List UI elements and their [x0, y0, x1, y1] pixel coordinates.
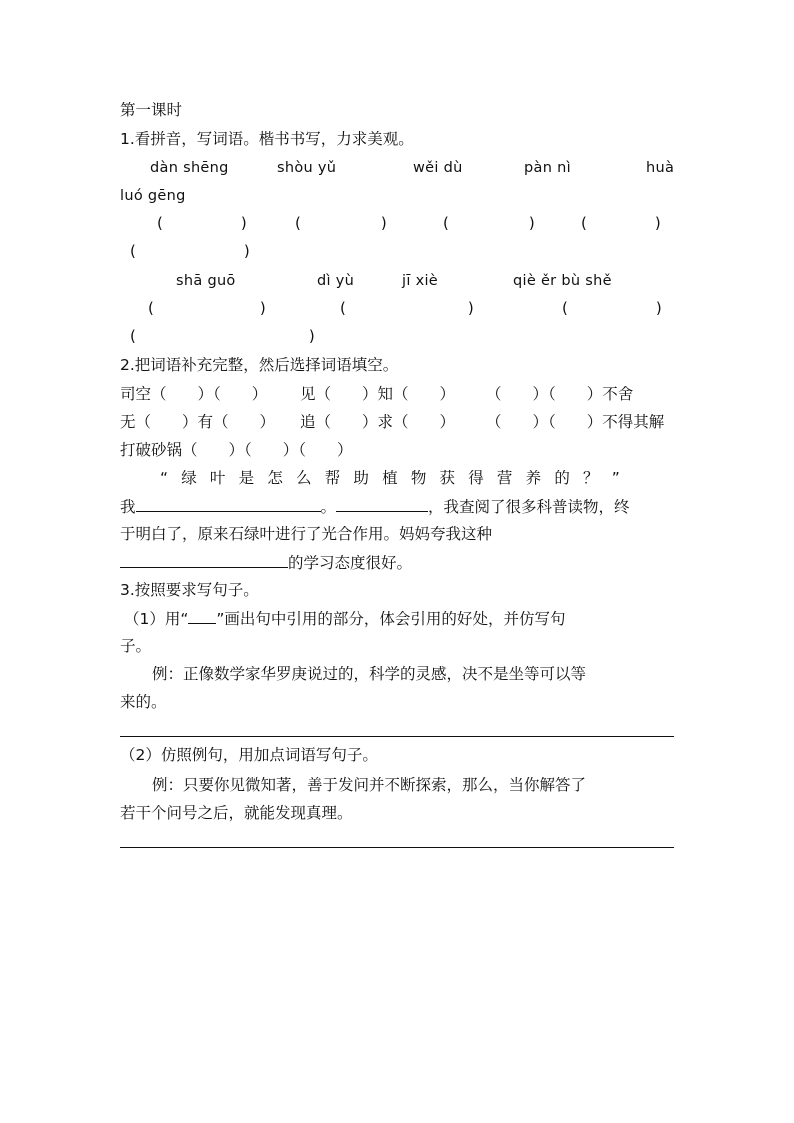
lesson-title: 第一课时	[120, 101, 183, 119]
answer-line-2[interactable]	[120, 847, 674, 848]
passage-line-1	[120, 496, 674, 517]
q1-prompt: 1.看拼音，写词语。楷书书写，力求美观。	[120, 130, 414, 148]
q3-prompt: 3.按照要求写句子。	[120, 581, 259, 599]
pinyin-sha-guo: shā guō	[176, 273, 236, 289]
example1-line2: 来的。	[120, 693, 167, 711]
idiom-dapo-shaguo[interactable]: 打破砂锅（ ）（ ）（ ）	[120, 441, 353, 459]
answer-box-3[interactable]: ( )	[443, 214, 535, 232]
underline-sample	[188, 608, 216, 624]
example2-line1: 例：只要你见微知著，善于发问并不断探索，那么，当你解答了	[152, 776, 587, 794]
answer-box-4[interactable]: ( )	[581, 214, 661, 232]
passage-line-2: 于明白了，原来石绿叶进行了光合作用。妈妈夸我这种	[120, 525, 493, 543]
answer-box-8[interactable]: ( )	[562, 299, 662, 317]
example1-line1: 例：正像数学家华罗庚说过的，科学的灵感，决不是坐等可以等	[152, 665, 587, 683]
passage-line-3	[120, 552, 674, 573]
passage-period: 。	[320, 498, 337, 516]
idiom-jianzhi[interactable]: 见（ ）知（ ）	[300, 385, 456, 403]
fill-blank-2[interactable]	[336, 496, 428, 512]
answer-box-9[interactable]: ( )	[130, 327, 315, 345]
answer-box-1[interactable]: ( )	[157, 214, 247, 232]
idiom-zhuiqiu[interactable]: 追（ ）求（ ）	[300, 413, 456, 431]
answer-line-1[interactable]	[120, 736, 674, 737]
idiom-wuyou[interactable]: 无（ ）有（ ）	[120, 413, 276, 431]
pinyin-qie-er-bu-she: qiè ěr bù shě	[513, 273, 612, 289]
q3-sub1-rest: ”画出句中引用的部分，体会引用的好处，并仿写句	[216, 610, 566, 628]
passage-end: 的学习态度很好。	[288, 554, 413, 572]
passage-wo: 我	[120, 498, 136, 516]
pinyin-wei-du: wěi dù	[413, 160, 463, 176]
q3-sub2: （2）仿照例句，用加点词语写句子。	[120, 746, 378, 764]
q3-sub1-wrap: 子。	[120, 637, 152, 655]
passage-mid: ，我查阅了很多科普读物，终	[428, 498, 630, 516]
pinyin-dan-sheng: dàn shēng	[150, 160, 229, 176]
pinyin-ji-xie: jī xiè	[402, 273, 438, 289]
idiom-sikong[interactable]: 司空（ ）（ ）	[120, 385, 268, 403]
answer-box-7[interactable]: ( )	[340, 299, 474, 317]
q3-sub1-start: （1）用“	[124, 610, 189, 628]
fill-blank-1[interactable]	[136, 496, 321, 512]
pinyin-luo-geng: luó gēng	[120, 188, 186, 204]
q3-sub1	[124, 608, 565, 629]
pinyin-hua: huà	[646, 160, 675, 176]
example2-line2: 若干个问号之后，就能发现真理。	[120, 804, 353, 822]
answer-box-5[interactable]: ( )	[130, 242, 250, 260]
answer-box-6[interactable]: ( )	[148, 299, 266, 317]
idiom-bushe[interactable]: （ ）（ ）不舍	[486, 385, 634, 403]
pinyin-pan-ni: pàn nì	[524, 160, 571, 176]
pinyin-di-yu: dì yù	[317, 273, 355, 289]
idiom-budeqijie[interactable]: （ ）（ ）不得其解	[486, 413, 665, 431]
q2-prompt: 2.把词语补充完整，然后选择词语填空。	[120, 356, 399, 374]
passage-quote: “绿叶是怎么帮助植物获得营养的？”	[160, 469, 633, 487]
fill-blank-3[interactable]	[120, 552, 288, 568]
pinyin-shou-yu: shòu yǔ	[277, 160, 337, 176]
answer-box-2[interactable]: ( )	[295, 214, 387, 232]
